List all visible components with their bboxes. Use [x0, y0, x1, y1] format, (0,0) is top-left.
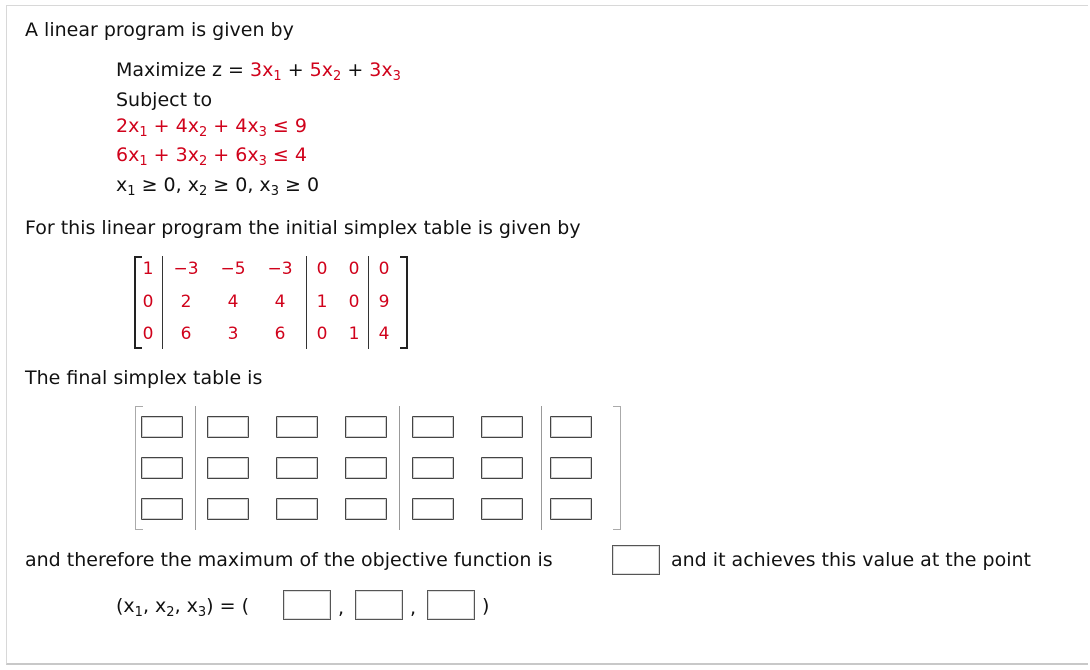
final-cell-input[interactable]	[345, 416, 387, 438]
initial-cell: −3	[173, 259, 199, 279]
initial-cell: 1	[316, 292, 328, 312]
final-cell-input[interactable]	[412, 416, 454, 438]
final-cell-input[interactable]	[550, 498, 592, 520]
initial-cell: 4	[227, 292, 239, 312]
intro-text: A linear program is given by	[25, 19, 294, 41]
x2-input[interactable]	[355, 590, 403, 620]
initial-cell: 0	[348, 259, 360, 279]
coef-c2: 5	[309, 59, 322, 81]
constraint-1: $2x_1 + 4x_2 + 4x_3 \le 9$	[116, 115, 307, 140]
initial-cell: 4	[274, 292, 286, 312]
achieve-sentence: and it achieves this value at the point	[671, 549, 1031, 571]
initial-cell: 1	[142, 259, 154, 279]
final-cell-input[interactable]	[207, 457, 249, 479]
final-cell-input[interactable]	[276, 416, 318, 438]
max-sentence: and therefore the maximum of the objective function is	[25, 549, 553, 571]
initial-cell: 0	[316, 259, 328, 279]
final-cell-input[interactable]	[550, 416, 592, 438]
final-cell-input[interactable]	[412, 498, 454, 520]
final-cell-input[interactable]	[276, 498, 318, 520]
final-cell-input[interactable]	[345, 498, 387, 520]
initial-cell: 0	[348, 292, 360, 312]
nonnegativity: $x_1 \ge 0$, $x_2 \ge 0$, $x_3 \ge 0$	[116, 174, 320, 199]
initial-cell: 0	[316, 324, 328, 344]
max-value-input[interactable]	[612, 545, 660, 575]
coef-c1: 3	[250, 59, 263, 81]
objective-line: Maximize $z = 3x_1 + 5x_2 + 3x_3$	[116, 59, 401, 84]
initial-cell: 2	[180, 292, 192, 312]
subject-to-label: Subject to	[116, 89, 213, 111]
initial-cell: 6	[274, 324, 286, 344]
final-table-label: The final simplex table is	[25, 367, 263, 389]
final-cell-input[interactable]	[276, 457, 318, 479]
final-cell-input[interactable]	[207, 416, 249, 438]
initial-cell: 0	[142, 324, 154, 344]
coef-c3: 3	[369, 59, 382, 81]
initial-cell: 9	[378, 292, 390, 312]
final-cell-input[interactable]	[207, 498, 249, 520]
final-cell-input[interactable]	[481, 457, 523, 479]
initial-cell: −3	[267, 259, 293, 279]
final-cell-input[interactable]	[550, 457, 592, 479]
final-cell-input[interactable]	[141, 416, 183, 438]
initial-table-label: For this linear program the initial simplex table is given by	[25, 217, 581, 239]
initial-cell: −5	[220, 259, 246, 279]
final-cell-input[interactable]	[412, 457, 454, 479]
objective-prefix: Maximize z =	[116, 59, 244, 81]
initial-cell: 0	[142, 292, 154, 312]
initial-cell: 0	[378, 259, 390, 279]
x1-input[interactable]	[283, 590, 331, 620]
final-cell-input[interactable]	[481, 498, 523, 520]
comma-2: ,	[410, 597, 417, 619]
final-cell-input[interactable]	[141, 457, 183, 479]
x3-input[interactable]	[427, 590, 475, 620]
initial-cell: 6	[180, 324, 192, 344]
initial-cell: 4	[378, 324, 390, 344]
final-cell-input[interactable]	[481, 416, 523, 438]
point-lhs: ($x_1$, $x_2$, $x_3$) = (	[116, 595, 249, 620]
final-cell-input[interactable]	[345, 457, 387, 479]
comma-1: ,	[338, 597, 345, 619]
point-close: )	[482, 595, 490, 617]
constraint-2: $6x_1 + 3x_2 + 6x_3 \le 4$	[116, 144, 307, 169]
initial-cell: 1	[348, 324, 360, 344]
final-cell-input[interactable]	[141, 498, 183, 520]
initial-cell: 3	[227, 324, 239, 344]
